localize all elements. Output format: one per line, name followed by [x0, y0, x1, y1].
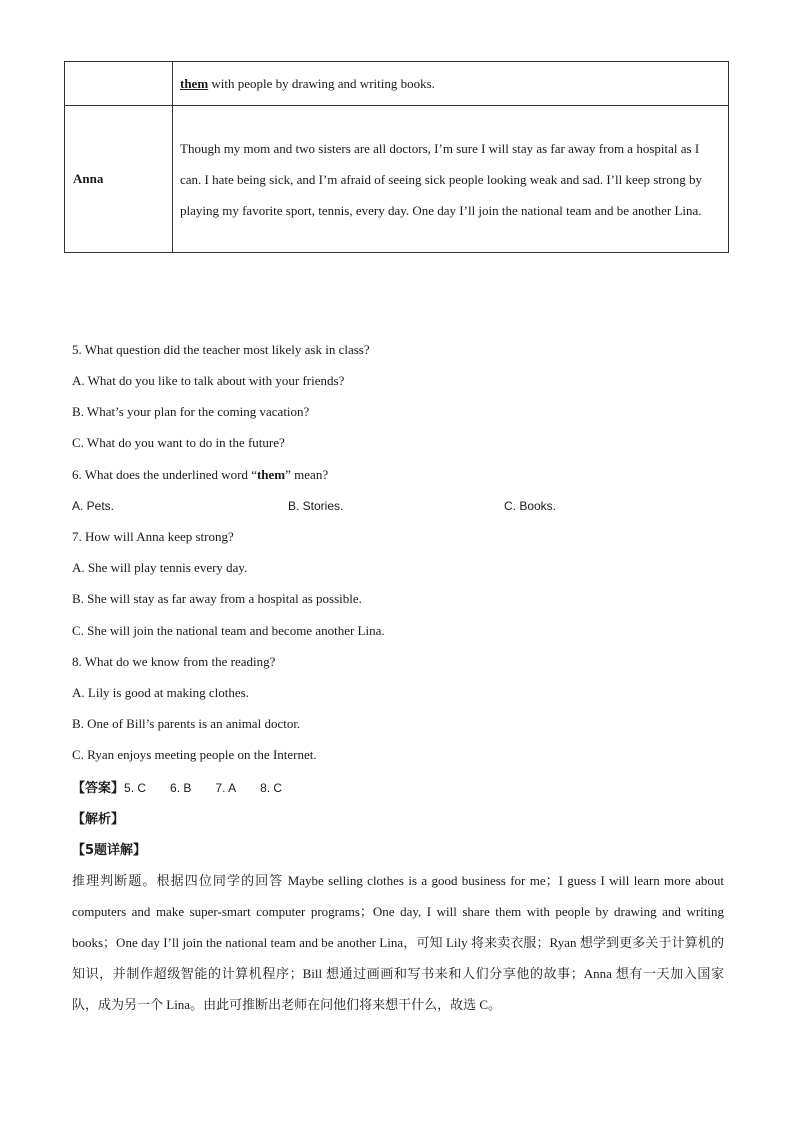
- question-6-option-b: B. Stories.: [288, 499, 344, 513]
- question-5-stem: 5. What question did the teacher most likely ask in class?: [72, 342, 370, 357]
- detail-label: 【5题详解】: [72, 843, 147, 858]
- question-8-option-b: B. One of Bill’s parents is an animal doctor.: [72, 716, 301, 731]
- question-8-stem: 8. What do we know from the reading?: [72, 654, 276, 669]
- question-7-option-c: C. She will join the national team and become another Lina.: [72, 623, 385, 638]
- answer-item: 6. B: [170, 781, 192, 795]
- row-text-cell: [173, 62, 729, 106]
- stem-text: 6. What does the underlined word “: [72, 467, 257, 482]
- row-name-cell: [65, 62, 173, 106]
- question-7-option-a: A. She will play tennis every day.: [72, 560, 248, 575]
- question-8-option-c: C. Ryan enjoys meeting people on the Internet.: [72, 747, 317, 762]
- analysis-label: 【解析】: [72, 812, 125, 827]
- question-5-option-b: B. What’s your plan for the coming vacation?: [72, 404, 310, 419]
- answer-item: 8. C: [260, 781, 283, 795]
- question-6-option-a: A. Pets.: [72, 499, 115, 513]
- answer-item: 5. C: [124, 781, 147, 795]
- question-5-option-a: A. What do you like to talk about with your friends?: [72, 373, 345, 388]
- row-text-cell: Though my mom and two sisters are all doctors, I’m sure I will stay as far away from a hospital as I can. I hate being sick, and I’m afraid of seeing sick people looking weak and sad. I’ll keep strong by playing my favorite sport, tennis, every day. One day I’ll join the national team and be another Lina.: [173, 106, 729, 253]
- question-6-option-c: C. Books.: [504, 499, 557, 513]
- answer-item: 7. A: [215, 781, 237, 795]
- question-7-option-b: B. She will stay as far away from a hospital as possible.: [72, 591, 362, 606]
- question-8-option-a: A. Lily is good at making clothes.: [72, 685, 249, 700]
- answer-label: 【答案】: [72, 781, 125, 796]
- row-name-cell: Anna: [65, 106, 173, 253]
- question-5-option-c: C. What do you want to do in the future?: [72, 435, 285, 450]
- table-row: [65, 106, 729, 253]
- row-text: with people by drawing and writing books.: [208, 75, 435, 91]
- table-row: [65, 62, 729, 106]
- question-6-stem: [72, 467, 328, 483]
- answer-line: [72, 777, 282, 796]
- question-7-stem: 7. How will Anna keep strong?: [72, 529, 234, 544]
- underlined-word: them: [180, 75, 209, 91]
- reading-table: [64, 61, 729, 253]
- explanation-paragraph: 推理判断题。根据四位同学的回答 Maybe selling clothes is a good business for me；I guess I will learn more about computers and make super-smart computer programs；One day, I will share them with people by drawing and writing books；One day I’ll join the national team and be another Lina，可知 Lily 将来卖衣服；Ryan 想学到更多关于计算机的知识，并制作超级智能的计算机程序；Bill 想通过画画和写书来和人们分享他的故事；Anna 想有一天加入国家队，成为另一个 Lina。由此可推断出老师在问他们将来想干什么，故选 C。: [72, 873, 724, 1012]
- bold-word: them: [256, 467, 286, 482]
- stem-text: ” mean?: [285, 467, 329, 482]
